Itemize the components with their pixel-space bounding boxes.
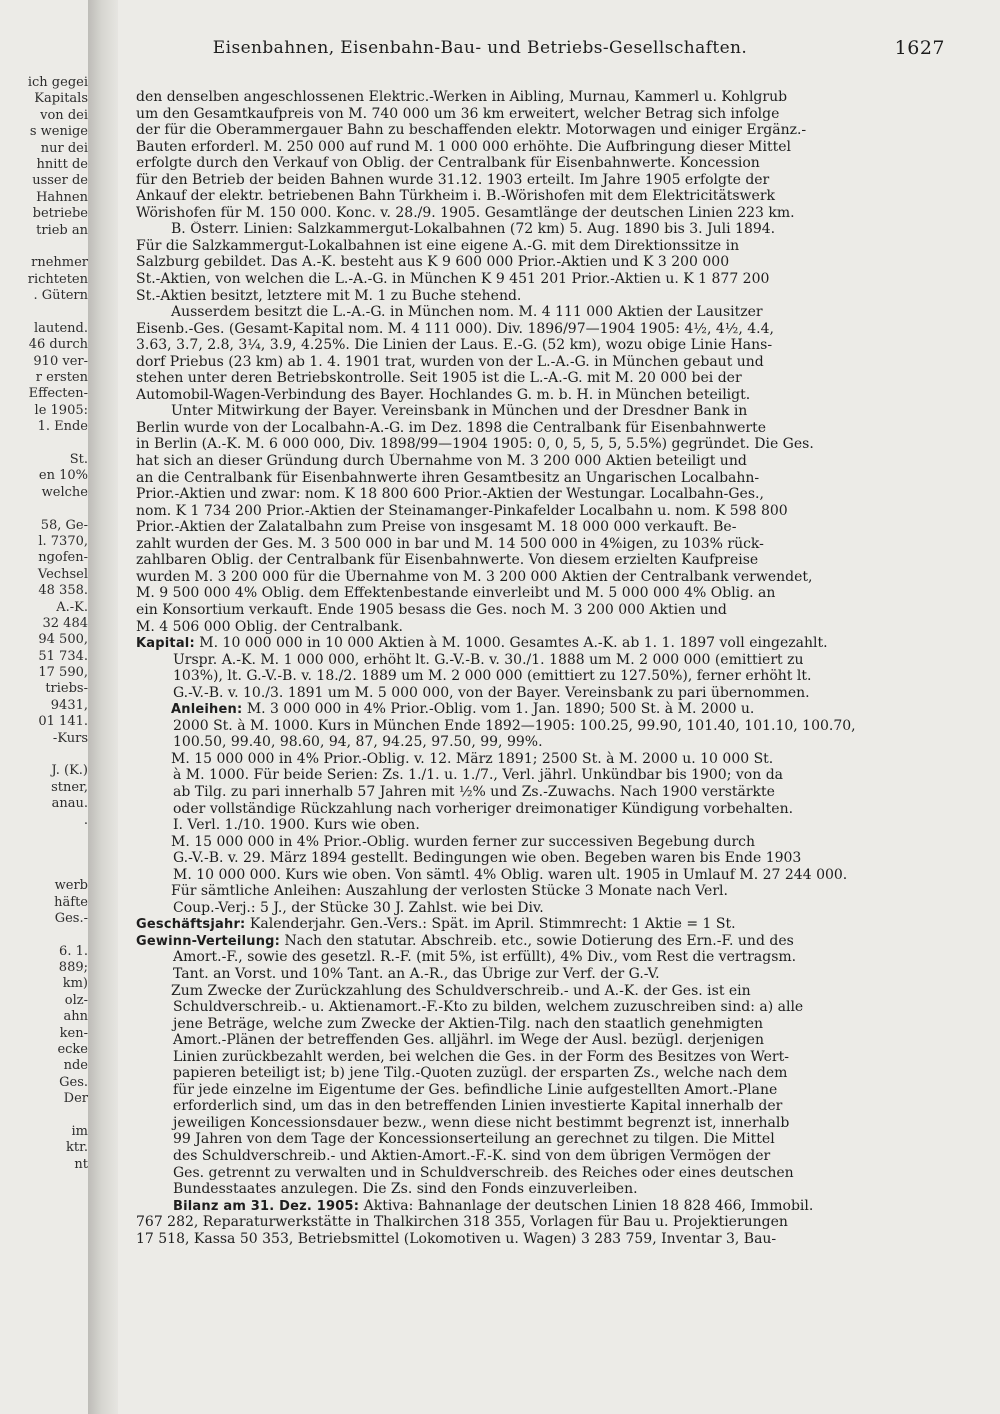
text-line: Berlin wurde von der Localbahn-A.-G. im Dez. 1898 die Centralbank für Eisenbahnwerte <box>136 419 767 436</box>
left-edge-fragment: stner, <box>51 779 88 795</box>
left-edge-fragment <box>0 747 88 763</box>
left-edge-fragment <box>0 845 88 861</box>
text-line: Tant. an Vorst. und 10% Tant. an A.-R., das Übrige zur Verf. der G.-V. <box>173 965 660 982</box>
text-line: ein Konsortium verkauft. Ende 1905 besass die Ges. noch M. 3 200 000 Aktien und <box>136 601 727 618</box>
left-edge-fragment: 94 500, <box>38 632 88 648</box>
text-line: G.-V.-B. v. 10./3. 1891 um M. 5 000 000, von der Bayer. Vereinsbank zu pari übernommen. <box>173 684 810 701</box>
left-edge-fragment: le 1905: <box>34 402 88 418</box>
left-edge-fragment: Vechsel <box>37 566 88 582</box>
text-line: 99 Jahren von dem Tage der Koncessionserteilung an gerechnet zu tilgen. Die Mittel <box>173 1131 775 1148</box>
left-edge-fragment <box>0 829 88 845</box>
left-edge-fragment: Hahnen <box>36 189 88 205</box>
left-edge-fragment: -Kurs <box>52 730 88 746</box>
left-edge-fragment: nur dei <box>40 140 88 156</box>
text-line: Wörishofen für M. 150 000. Konc. v. 28./9. 1905. Gesamtlänge der deutschen Linien 223 km. <box>136 204 795 221</box>
text-line: Bauten erforderl. M. 250 000 auf rund M. 1 000 000 erhöhte. Die Aufbringung dieser Mittel <box>136 138 791 155</box>
text-line: Gewinn-Verteilung: Nach den statutar. Abschreib. etc., sowie Dotierung des Ern.-F. und des <box>136 932 794 949</box>
left-edge-fragment: häfte <box>54 894 88 910</box>
text-line: Ankauf der elektr. betriebenen Bahn Türkheim i. B.-Wörishofen mit dem Elektricitätswerk <box>136 188 775 205</box>
text-line: Zum Zwecke der Zurückzahlung des Schuldverschreib.- und A.-K. der Ges. ist ein <box>171 982 751 999</box>
text-line: hat sich an dieser Gründung durch Übernahme von M. 3 200 000 Aktien beteiligt und <box>136 453 747 470</box>
text-line: Linien zurückbezahlt werden, bei welchen die Ges. in der Form des Besitzes von Wert- <box>173 1048 789 1065</box>
header-title: Eisenbahnen, Eisenbahn-Bau- und Betriebs-Gesellschaften. <box>212 38 748 58</box>
left-edge-fragment: 58, Ge- <box>40 517 88 533</box>
left-edge-fragment: rnehmer <box>31 255 88 271</box>
left-edge-fragment <box>0 304 88 320</box>
left-edge-fragment: 17 590, <box>38 665 88 681</box>
text-line: nom. K 1 734 200 Prior.-Aktien der Steinamanger-Pinkafelder Localbahn u. nom. K 598 800 <box>136 502 788 519</box>
left-edge-fragment: ecke <box>57 1042 88 1058</box>
left-edge-fragment: hnitt de <box>36 156 88 172</box>
left-edge-fragment: lautend. <box>33 320 88 336</box>
left-edge-fragment: l. 7370, <box>38 533 88 549</box>
left-edge-fragment: betriebe <box>32 206 88 222</box>
left-edge-fragment: Der <box>63 1091 88 1107</box>
left-edge-fragment: 46 durch <box>28 337 88 353</box>
text-line: 2000 St. à M. 1000. Kurs in München Ende 1892—1905: 100.25, 99.90, 101.40, 101.10, 100.70, <box>173 717 856 734</box>
text-line: für jede einzelne im Eigentume der Ges. befindliche Linie aufgestellten Amort.-Plane <box>173 1081 778 1098</box>
text-line: an die Centralbank für Eisenbahnwerte ihren Gesamtbesitz an Ungarischen Localbahn- <box>136 469 760 486</box>
text-line: 3.63, 3.7, 2.8, 3¼, 3.9, 4.25%. Die Linien der Laus. E.-G. (52 km), wozu obige Linie Hans- <box>136 337 773 354</box>
text-line: Ausserdem besitzt die L.-A.-G. in München nom. M. 4 111 000 Aktien der Lausitzer <box>171 304 763 321</box>
text-line: Prior.-Aktien der Zalatalbahn zum Preise von insgesamt M. 18 000 000 verkauft. Be- <box>136 519 737 536</box>
left-edge-fragment: 1. Ende <box>37 419 88 435</box>
text-line: Eisenb.-Ges. (Gesamt-Kapital nom. M. 4 111 000). Div. 1896/97—1904 1905: 4½, 4½, 4.4, <box>136 320 774 337</box>
left-edge-fragment: Kapitals <box>34 91 88 107</box>
text-line: M. 9 500 000 4% Oblig. dem Effektenbestande einverleibt und M. 5 000 000 4% Oblig. an <box>136 585 776 602</box>
text-line: 103%), lt. G.-V.-B. v. 18./2. 1889 um M. 2 000 000 (emittiert zu 127.50%), ferner erhöht lt. <box>173 668 812 685</box>
text-line: 17 518, Kassa 50 353, Betriebsmittel (Lokomotiven u. Wagen) 3 283 759, Inventar 3, Bau- <box>136 1230 777 1247</box>
left-edge-fragment: usser de <box>32 173 88 189</box>
left-edge-fragment: richteten <box>27 271 88 287</box>
text-line: für den Betrieb der beiden Bahnen wurde 31.12. 1903 erteilt. Im Jahre 1905 erfolgte der <box>136 171 770 188</box>
text-line: wurden M. 3 200 000 für die Übernahme von M. 3 200 000 Aktien der Centralbank verwendet, <box>136 568 813 585</box>
text-line: I. Verl. 1./10. 1900. Kurs wie oben. <box>173 817 420 834</box>
text-line: M. 15 000 000 in 4% Prior.-Oblig. wurden ferner zur successiven Begebung durch <box>171 833 756 850</box>
left-edge-fragment: ngofen- <box>38 550 88 566</box>
left-edge-fragment: 51 734. <box>38 648 88 664</box>
left-edge-fragment: trieb an <box>36 222 88 238</box>
text-line: Kapital: M. 10 000 000 in 10 000 Aktien à M. 1000. Gesamtes A.-K. ab 1. 1. 1897 voll eingezahlt. <box>136 635 828 652</box>
text-line: der für die Oberammergauer Bahn zu beschaffenden elektr. Motorwagen und einiger Ergänz.- <box>136 122 807 139</box>
text-line: M. 4 506 000 Oblig. der Centralbank. <box>136 618 403 635</box>
book-gutter <box>88 0 118 1414</box>
text-line: jeweiligen Koncessionsdauer bezw., wenn diese nicht bestimmt begrenzt ist, innerhalb <box>173 1114 790 1131</box>
left-page-edge-column <box>0 75 88 1173</box>
left-edge-fragment <box>0 927 88 943</box>
text-line: St.-Aktien, von welchen die L.-A.-G. in München K 9 451 201 Prior.-Aktien u. K 1 877 200 <box>136 271 770 288</box>
left-edge-fragment: 48 358. <box>38 583 88 599</box>
text-line: Bilanz am 31. Dez. 1905: Aktiva: Bahnanlage der deutschen Linien 18 828 466, Immobil. <box>173 1197 814 1214</box>
left-edge-fragment <box>0 239 88 255</box>
text-line: dorf Priebus (23 km) ab 1. 4. 1901 trat, wurden von der L.-A.-G. in München gebaut und <box>136 353 764 370</box>
text-line: Ges. getrennt zu verwalten und in Schuldverschreib. des Reiches oder eines deutschen <box>173 1164 794 1181</box>
text-line: G.-V.-B. v. 29. März 1894 gestellt. Bedingungen wie oben. Begeben waren bis Ende 1903 <box>173 850 802 867</box>
text-line: um den Gesamtkaufpreis von M. 740 000 um 36 km erweitert, welcher Betrag sich infolge <box>136 105 780 122</box>
text-line: M. 10 000 000. Kurs wie oben. Von sämtl. 4% Oblig. waren ult. 1905 in Umlauf M. 27 244 000. <box>173 866 848 883</box>
text-line: à M. 1000. Für beide Serien: Zs. 1./1. u. 1./7., Verl. jährl. Unkündbar bis 1900; von da <box>173 767 783 784</box>
left-edge-fragment: 9431, <box>50 697 88 713</box>
text-line: Anleihen: M. 3 000 000 in 4% Prior.-Oblig. vom 1. Jan. 1890; 500 St. à M. 2000 u. <box>171 701 755 718</box>
text-line: des Schuldverschreib.- und Aktien-Amort.-F.-K. sind von dem übrigen Vermögen der <box>173 1148 771 1164</box>
text-line: erforderlich sind, um das in den betreffenden Linien investierte Kapital innerhalb der <box>173 1098 783 1115</box>
left-edge-fragment: nt <box>74 1156 88 1172</box>
text-line: zahlt wurden der Ges. M. 3 500 000 in bar und M. 14 500 000 in 4%igen, zu 103% rück- <box>136 535 764 552</box>
text-line: Coup.-Verj.: 5 J., der Stücke 30 J. Zahlst. wie bei Div. <box>173 899 544 916</box>
left-edge-fragment: Ges.- <box>54 910 88 926</box>
section-heading: Anleihen: <box>171 702 243 718</box>
text-line: Urspr. A.-K. M. 1 000 000, erhöht lt. G.-V.-B. v. 30./1. 1888 um M. 2 000 000 (emittiert zu <box>173 651 804 668</box>
text-line: St.-Aktien besitzt, letztere mit M. 1 zu Buche stehend. <box>136 287 522 304</box>
text-line: Unter Mitwirkung der Bayer. Vereinsbank in München und der Dresdner Bank in <box>171 403 748 420</box>
text-line: in Berlin (A.-K. M. 6 000 000, Div. 1898/99—1904 1905: 0, 0, 5, 5, 5, 5.5%) gegründet. Die Ges. <box>136 436 814 453</box>
left-edge-fragment: . <box>83 812 88 828</box>
left-edge-fragment: ich gegei <box>27 75 88 90</box>
text-line: papieren beteiligt ist; b) jene Tilg.-Quoten zuzügl. der ersparten Zs., welche nach dem <box>173 1065 788 1082</box>
left-edge-fragment: triebs- <box>45 681 88 697</box>
left-edge-fragment: nde <box>63 1058 88 1074</box>
section-heading: Gewinn-Verteilung: <box>136 933 281 949</box>
left-edge-fragment: im <box>71 1124 88 1139</box>
text-line: ab Tilg. zu pari innerhalb 57 Jahren mit ½% und Zs.-Zuwachs. Nach 1900 verstärkte <box>173 783 775 800</box>
left-edge-fragment <box>0 862 88 878</box>
text-line: Prior.-Aktien und zwar: nom. K 18 800 600 Prior.-Aktien der Westungar. Localbahn-Ges., <box>136 486 764 503</box>
left-edge-fragment: ahn <box>63 1009 88 1025</box>
text-line: M. 15 000 000 in 4% Prior.-Oblig. v. 12. März 1891; 2500 St. à M. 2000 u. 10 000 St. <box>171 750 774 767</box>
text-line: B. Österr. Linien: Salzkammergut-Lokalbahnen (72 km) 5. Aug. 1890 bis 3. Juli 1894. <box>171 221 776 238</box>
left-edge-fragment: anau. <box>51 796 88 812</box>
left-edge-fragment: en 10% <box>38 468 88 484</box>
running-header <box>135 38 945 60</box>
left-edge-fragment: 910 ver- <box>33 353 88 369</box>
left-edge-fragment: ktr. <box>65 1140 88 1156</box>
text-line: erfolgte durch den Verkauf von Oblig. der Centralbank für Eisenbahnwerte. Koncession <box>136 155 760 172</box>
main-text-column <box>136 89 948 1247</box>
text-line: den denselben angeschlossenen Elektric.-Werken in Aibling, Murnau, Kammerl u. Kohlgrub <box>136 89 788 105</box>
text-line: Amort.-Plänen der betreffenden Ges. alljährl. im Wege der Ausl. bezügl. derjenigen <box>173 1032 764 1049</box>
text-line: Amort.-F., sowie des gesetzl. R.-F. (mit 5%, ist erfüllt), 4% Div., vom Rest die vertragsm. <box>173 949 797 966</box>
left-edge-fragment: Effecten- <box>28 386 88 402</box>
text-line: oder vollständige Rückzahlung nach vorheriger dreimonatiger Kündigung vorbehalten. <box>173 800 794 817</box>
left-edge-fragment: km) <box>62 976 88 992</box>
left-edge-fragment: 6. 1. <box>59 943 88 959</box>
text-line: jene Beträge, welche zum Zwecke der Aktien-Tilg. nach den staatlich genehmigten <box>173 1015 764 1032</box>
left-edge-fragment: St. <box>69 451 88 467</box>
left-edge-fragment <box>0 501 88 517</box>
left-edge-fragment <box>0 436 88 452</box>
section-heading: Geschäftsjahr: <box>136 917 246 933</box>
left-edge-fragment: r ersten <box>35 370 88 386</box>
left-edge-fragment: von dei <box>40 107 88 123</box>
left-edge-fragment: 32 484 <box>42 615 88 631</box>
left-edge-fragment: A.-K. <box>56 599 88 615</box>
left-edge-fragment: s wenige <box>29 124 88 140</box>
left-edge-fragment <box>0 1108 88 1124</box>
text-line: 100.50, 99.40, 98.60, 94, 87, 94.25, 97.50, 99, 99%. <box>173 734 543 751</box>
left-edge-fragment: 889; <box>58 960 88 976</box>
page-number: 1627 <box>894 37 945 59</box>
left-edge-fragment: 01 141. <box>38 714 88 730</box>
left-edge-fragment: werb <box>54 878 88 894</box>
section-heading: Bilanz am 31. Dez. 1905: <box>173 1198 360 1214</box>
text-line: Schuldverschreib.- u. Aktienamort.-F.-Kto zu bilden, welchem zuzuschreiben sind: a) alle <box>173 999 804 1016</box>
left-edge-fragment: . Gütern <box>33 288 88 304</box>
left-edge-fragment: olz- <box>64 992 88 1008</box>
text-line: 767 282, Reparaturwerkstätte in Thalkirchen 318 355, Vorlagen für Bau u. Projektierungen <box>136 1214 788 1231</box>
text-line: Geschäftsjahr: Kalenderjahr. Gen.-Vers.: Spät. im April. Stimmrecht: 1 Aktie = 1 St. <box>136 916 736 933</box>
text-line: Salzburg gebildet. Das A.-K. besteht aus K 9 600 000 Prior.-Aktien und K 3 200 000 <box>136 254 730 271</box>
left-edge-fragment: welche <box>41 484 88 500</box>
left-edge-fragment: Ges. <box>59 1074 88 1090</box>
text-line: Für sämtliche Anleihen: Auszahlung der verlosten Stücke 3 Monate nach Verl. <box>171 883 728 900</box>
text-line: Automobil-Wagen-Verbindung des Bayer. Hochlandes G. m. b. H. in München beteiligt. <box>136 386 751 403</box>
left-edge-fragment: ken- <box>59 1025 88 1041</box>
text-line: zahlbaren Oblig. der Centralbank für Eisenbahnwerte. Von diesem erzielten Kaufpreise <box>136 552 759 569</box>
text-line: Bundesstaates anzulegen. Die Zs. sind den Fonds einzuverleiben. <box>173 1181 638 1198</box>
text-line: stehen unter deren Betriebskontrolle. Seit 1905 ist die L.-A.-G. mit M. 20 000 bei der <box>136 370 742 387</box>
left-edge-fragment: J. (K.) <box>51 763 88 779</box>
section-heading: Kapital: <box>136 636 195 652</box>
text-line: Für die Salzkammergut-Lokalbahnen ist eine eigene A.-G. mit dem Direktionssitze in <box>136 237 740 254</box>
